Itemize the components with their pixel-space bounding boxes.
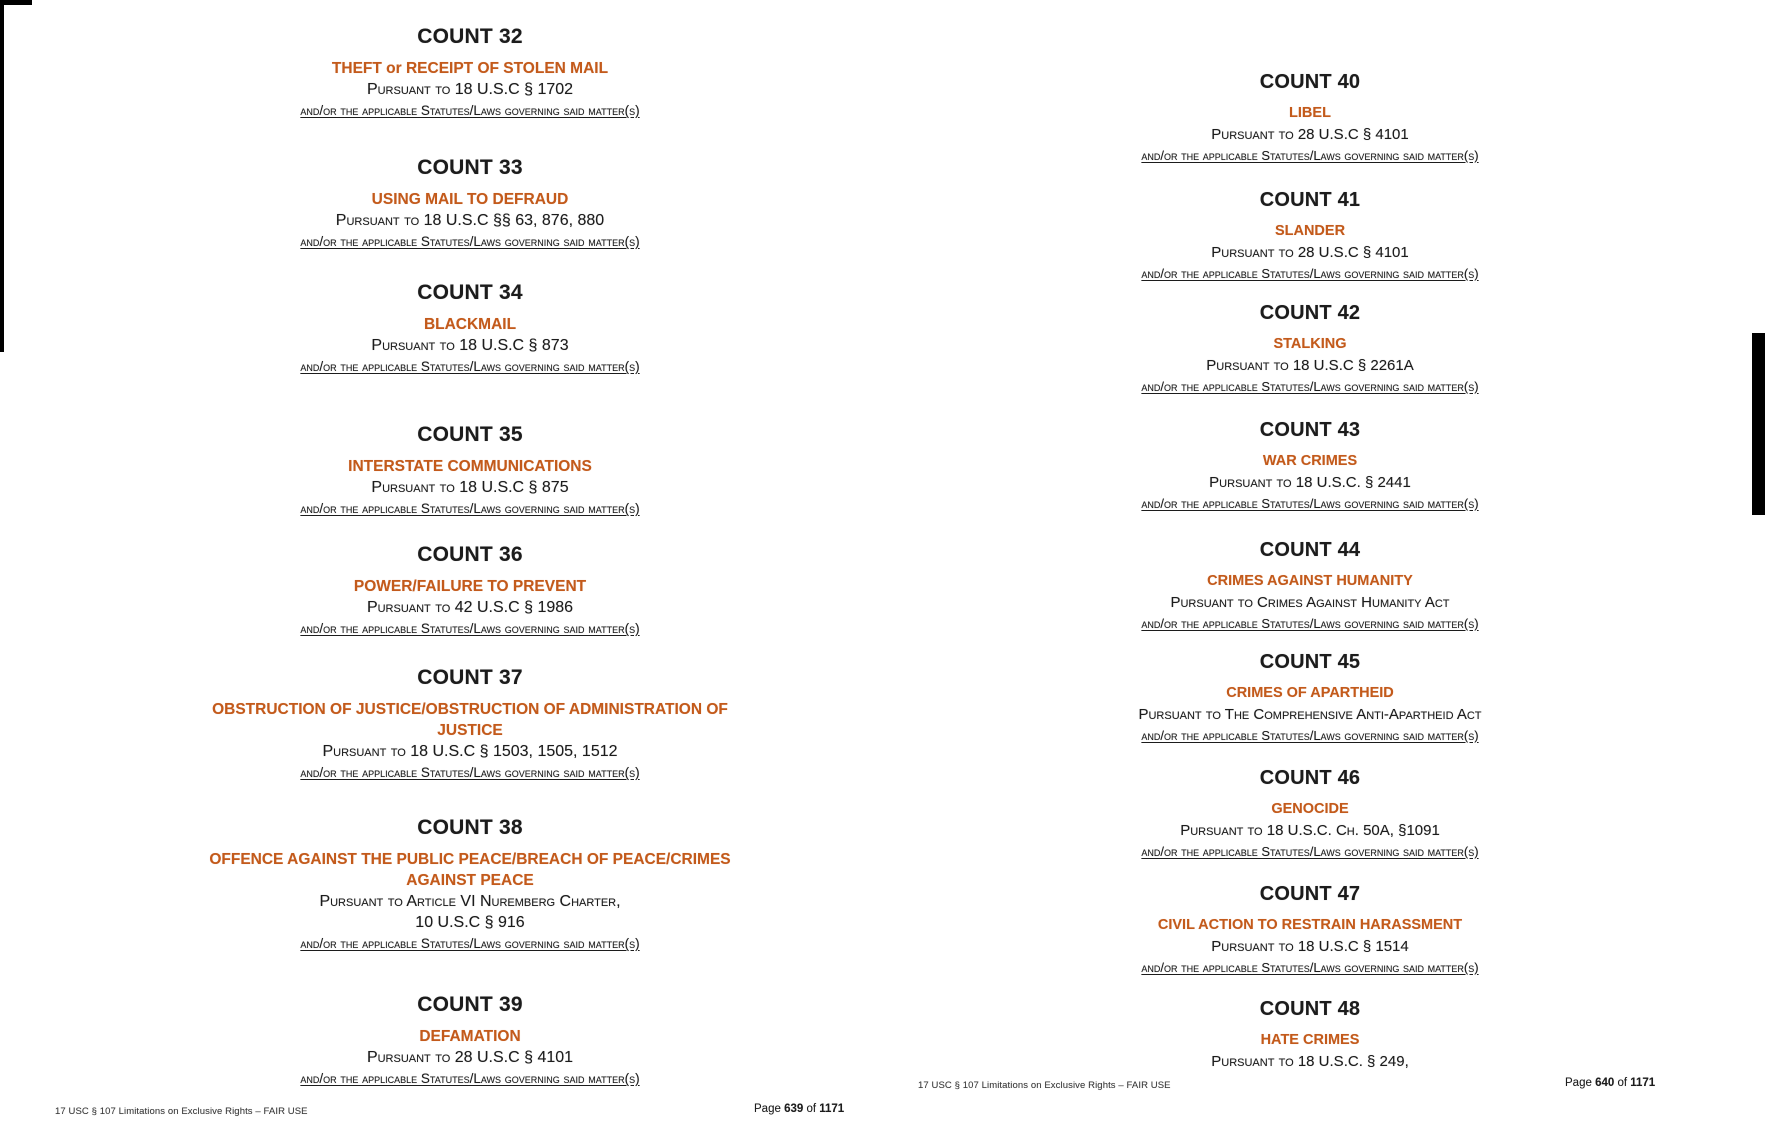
count-block-47 — [1010, 882, 1610, 978]
page-label: Page — [1565, 1077, 1592, 1089]
count-heading: COUNT 41 — [1259, 189, 1361, 211]
count-statute: Pursuant to 18 U.S.C § 1514 — [1211, 938, 1409, 955]
count-block-41 — [1010, 188, 1610, 284]
scan-artifact-top-tick — [0, 0, 32, 5]
count-statute: Pursuant to 18 U.S.C. § 249, — [1211, 1053, 1409, 1070]
count-statute: Pursuant to 28 U.S.C § 4101 — [1211, 126, 1409, 143]
count-applicable: and/or the applicable Statutes/Laws governing said matter(s) — [1141, 379, 1479, 394]
count-block-45 — [1010, 650, 1610, 746]
count-heading: COUNT 46 — [1259, 767, 1361, 789]
page-640 — [1010, 0, 1610, 1125]
count-statute: Pursuant to 18 U.S.C. § 2441 — [1209, 474, 1411, 491]
count-block-40 — [1010, 70, 1610, 166]
page-number-value: 639 — [784, 1103, 804, 1115]
count-applicable: and/or the applicable Statutes/Laws governing said matter(s) — [300, 359, 640, 374]
count-title: HATE CRIMES — [1260, 1032, 1360, 1048]
count-block-35 — [170, 423, 770, 519]
count-title: SLANDER — [1274, 223, 1346, 239]
count-heading: COUNT 32 — [417, 25, 523, 48]
count-applicable: and/or the applicable Statutes/Laws governing said matter(s) — [300, 936, 640, 951]
count-statute: Pursuant to The Comprehensive Anti-Apartheid Act — [1138, 706, 1482, 723]
count-block-33 — [170, 156, 770, 252]
count-title: DEFAMATION — [419, 1028, 521, 1045]
footer-note-right: 17 USC § 107 Limitations on Exclusive Rights – FAIR USE — [918, 1080, 1171, 1091]
count-title: JUSTICE — [437, 722, 503, 739]
count-applicable: and/or the applicable Statutes/Laws governing said matter(s) — [1141, 728, 1479, 743]
scan-artifact-right-bar — [1752, 333, 1765, 515]
page-number-right — [1565, 1077, 1655, 1089]
count-statute: Pursuant to 28 U.S.C § 4101 — [366, 1049, 574, 1066]
count-title: WAR CRIMES — [1262, 453, 1358, 469]
count-block-48 — [1010, 997, 1610, 1072]
count-title: THEFT or RECEIPT OF STOLEN MAIL — [331, 60, 609, 77]
count-title: STALKING — [1273, 336, 1347, 352]
count-applicable: and/or the applicable Statutes/Laws governing said matter(s) — [1141, 266, 1479, 281]
count-applicable: and/or the applicable Statutes/Laws governing said matter(s) — [300, 234, 640, 249]
count-heading: COUNT 38 — [417, 816, 523, 839]
count-heading: COUNT 42 — [1259, 302, 1361, 324]
count-statute: Pursuant to 42 U.S.C § 1986 — [366, 599, 574, 616]
count-heading: COUNT 34 — [417, 281, 523, 304]
count-heading: COUNT 33 — [417, 156, 523, 179]
count-statute: Pursuant to 18 U.S.C § 1503, 1505, 1512 — [322, 743, 618, 760]
count-block-44 — [1010, 538, 1610, 634]
count-statute: Pursuant to 18 U.S.C §§ 63, 876, 880 — [335, 212, 605, 229]
page-number-left — [754, 1103, 844, 1115]
count-statute: Pursuant to 18 U.S.C § 875 — [371, 479, 569, 496]
count-applicable: and/or the applicable Statutes/Laws governing said matter(s) — [300, 103, 640, 118]
count-block-36 — [170, 543, 770, 639]
count-block-46 — [1010, 766, 1610, 862]
count-applicable: and/or the applicable Statutes/Laws governing said matter(s) — [1141, 148, 1479, 163]
count-block-34 — [170, 281, 770, 377]
count-title: CIVIL ACTION TO RESTRAIN HARASSMENT — [1157, 917, 1463, 933]
count-title: USING MAIL TO DEFRAUD — [371, 191, 569, 208]
count-applicable: and/or the applicable Statutes/Laws governing said matter(s) — [300, 621, 640, 636]
page-number-value: 640 — [1595, 1077, 1615, 1089]
count-title: OBSTRUCTION OF JUSTICE/OBSTRUCTION OF ADMINISTRATION OF — [212, 701, 728, 718]
count-title: POWER/FAILURE TO PREVENT — [353, 578, 587, 595]
count-statute: Pursuant to 18 U.S.C. Ch. 50A, §1091 — [1180, 822, 1440, 839]
count-applicable: and/or the applicable Statutes/Laws governing said matter(s) — [300, 501, 640, 516]
count-title: LIBEL — [1289, 105, 1331, 121]
count-title: INTERSTATE COMMUNICATIONS — [348, 458, 592, 475]
count-heading: COUNT 37 — [417, 666, 523, 689]
footer-note-left: 17 USC § 107 Limitations on Exclusive Rights – FAIR USE — [55, 1106, 308, 1117]
count-applicable: and/or the applicable Statutes/Laws governing said matter(s) — [1141, 960, 1479, 975]
count-heading: COUNT 45 — [1259, 651, 1361, 673]
count-statute: Pursuant to Article VI Nuremberg Charter, — [319, 893, 621, 910]
total-pages-value: 1171 — [819, 1103, 845, 1115]
count-heading: COUNT 39 — [417, 993, 523, 1016]
scan-artifact-left-bar — [0, 0, 4, 352]
page-639 — [170, 0, 770, 1125]
of-label: of — [1617, 1077, 1628, 1089]
count-block-37 — [170, 666, 770, 783]
count-applicable: and/or the applicable Statutes/Laws governing said matter(s) — [1141, 844, 1479, 859]
count-heading: COUNT 36 — [417, 543, 523, 566]
count-statute: Pursuant to 18 U.S.C § 2261A — [1206, 357, 1414, 374]
page-label: Page — [754, 1103, 781, 1115]
count-statute: Pursuant to 18 U.S.C § 1702 — [366, 81, 574, 98]
count-title: BLACKMAIL — [423, 316, 517, 333]
count-heading: COUNT 35 — [417, 423, 523, 446]
count-heading: COUNT 47 — [1259, 883, 1361, 905]
count-applicable: and/or the applicable Statutes/Laws governing said matter(s) — [1141, 496, 1479, 511]
count-block-39 — [170, 993, 770, 1089]
total-pages-value: 1171 — [1630, 1077, 1656, 1089]
count-block-38 — [170, 816, 770, 954]
of-label: of — [806, 1103, 817, 1115]
count-statute: Pursuant to 18 U.S.C § 873 — [371, 337, 569, 354]
count-statute: 10 U.S.C § 916 — [415, 914, 525, 931]
count-statute: Pursuant to Crimes Against Humanity Act — [1170, 594, 1450, 611]
count-applicable: and/or the applicable Statutes/Laws governing said matter(s) — [300, 1071, 640, 1086]
count-block-42 — [1010, 301, 1610, 397]
count-title: OFFENCE AGAINST THE PUBLIC PEACE/BREACH OF PEACE/CRIMES — [209, 851, 731, 868]
count-title: CRIMES OF APARTHEID — [1226, 685, 1394, 701]
count-heading: COUNT 48 — [1259, 998, 1361, 1020]
count-applicable: and/or the applicable Statutes/Laws governing said matter(s) — [1141, 616, 1479, 631]
count-title: CRIMES AGAINST HUMANITY — [1207, 573, 1413, 589]
count-title: AGAINST PEACE — [406, 872, 534, 889]
count-heading: COUNT 40 — [1259, 71, 1361, 93]
count-applicable: and/or the applicable Statutes/Laws governing said matter(s) — [300, 765, 640, 780]
count-heading: COUNT 44 — [1259, 539, 1361, 561]
count-title: GENOCIDE — [1271, 801, 1349, 817]
count-block-32 — [170, 25, 770, 121]
count-statute: Pursuant to 28 U.S.C § 4101 — [1211, 244, 1409, 261]
count-block-43 — [1010, 418, 1610, 514]
count-heading: COUNT 43 — [1259, 419, 1361, 441]
